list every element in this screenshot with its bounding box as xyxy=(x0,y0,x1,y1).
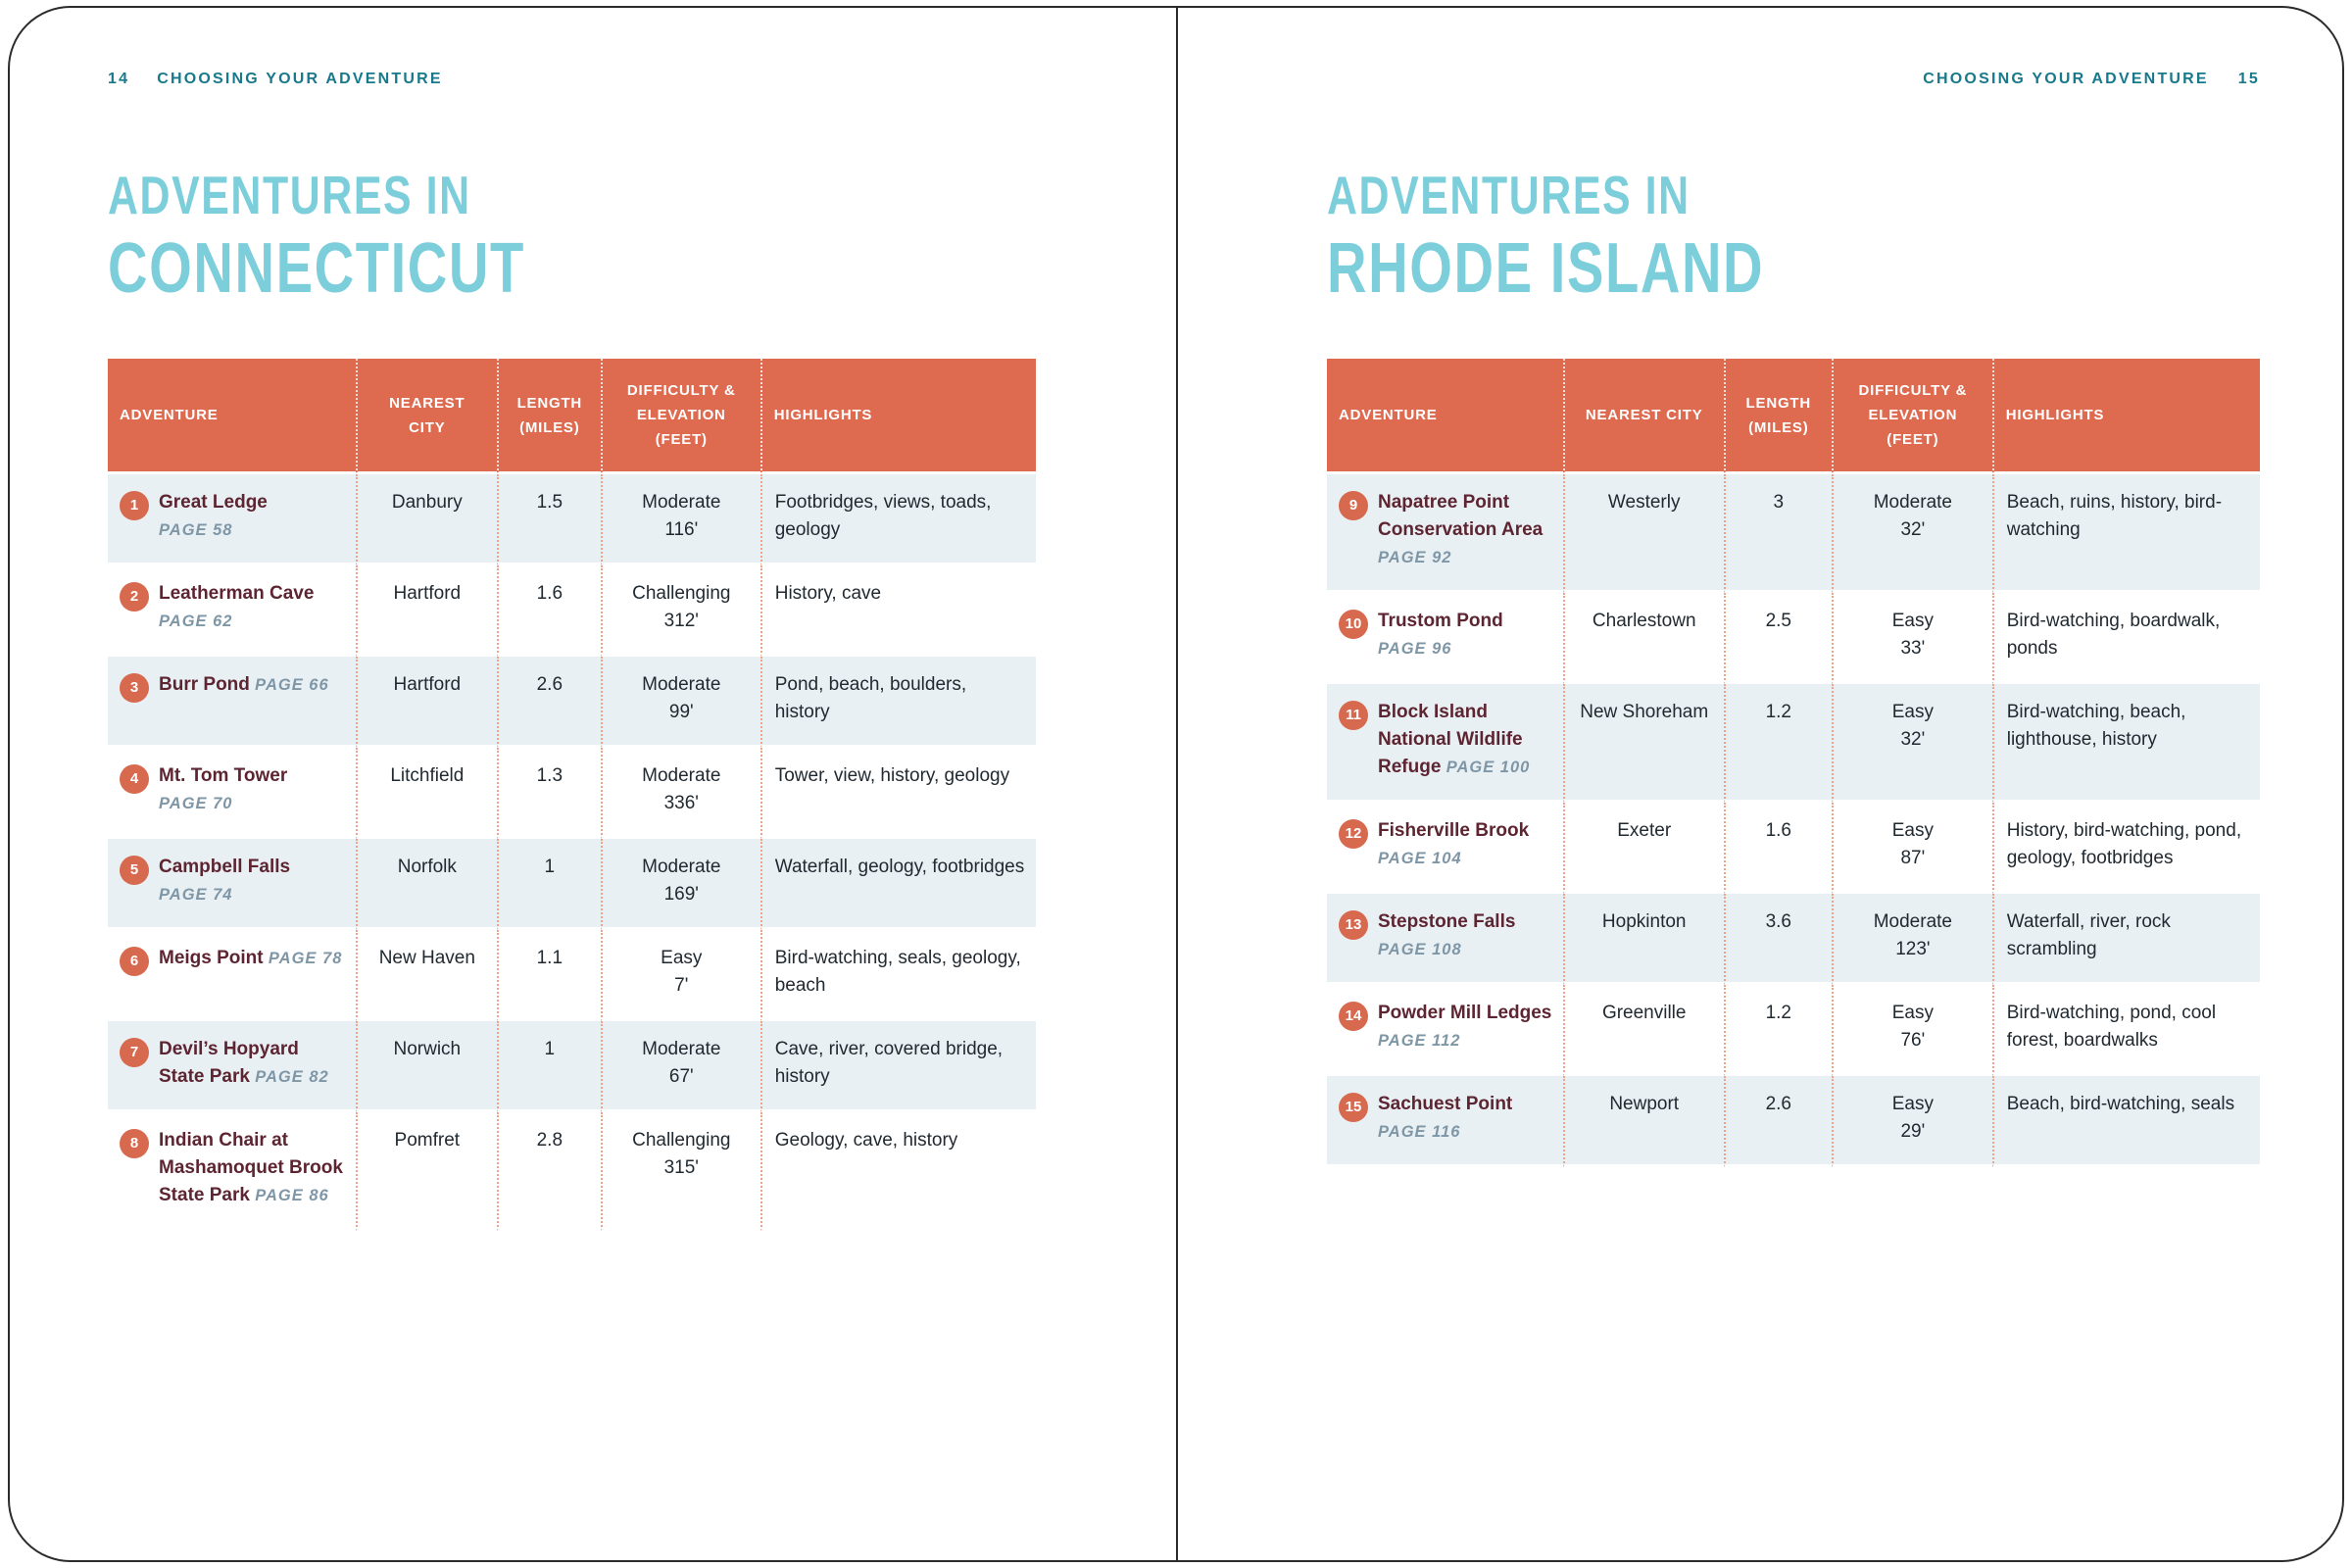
adventure-name-wrap xyxy=(159,489,346,544)
nearest-city-cell: Norwich xyxy=(356,1021,497,1112)
adventure-cell xyxy=(1327,1076,1563,1167)
page-reference: PAGE 116 xyxy=(1378,1123,1461,1141)
difficulty-elevation-cell xyxy=(601,1112,760,1231)
adventure-name: Devil’s Hopyard State Park xyxy=(159,1039,299,1087)
column-header-label: HIGHLIGHTS xyxy=(2005,407,2105,423)
column-header-adventure xyxy=(108,359,356,474)
elevation-value: 169' xyxy=(663,884,699,905)
adventure-name-wrap xyxy=(159,762,346,817)
nearest-city-cell: Greenville xyxy=(1563,985,1724,1076)
length-cell: 2.8 xyxy=(497,1112,601,1231)
adventure-cell-content xyxy=(120,671,346,703)
difficulty-elevation-cell xyxy=(601,748,760,839)
adventure-name: Napatree Point Conservation Area xyxy=(1378,492,1544,540)
adventure-cell-content xyxy=(120,489,346,544)
adventure-cell-content xyxy=(1339,908,1553,963)
difficulty-elevation-cell xyxy=(1832,1076,1992,1167)
difficulty-value: Easy xyxy=(661,948,703,968)
nearest-city-cell: Hartford xyxy=(356,565,497,657)
book-spread xyxy=(8,6,2344,1562)
length-cell: 1.5 xyxy=(497,474,601,565)
adventure-cell-content xyxy=(1339,608,1553,662)
adventure-name-wrap xyxy=(159,945,342,976)
difficulty-value: Easy xyxy=(1891,820,1934,841)
difficulty-elevation-cell xyxy=(1832,474,1992,593)
adventure-number-badge: 14 xyxy=(1339,1002,1368,1031)
table-row xyxy=(1327,474,2260,593)
elevation-value: 7' xyxy=(674,975,689,996)
adventure-name-wrap xyxy=(1378,1000,1553,1054)
length-cell: 1.3 xyxy=(497,748,601,839)
adventure-cell xyxy=(108,839,356,930)
adventure-name: Trustom Pond xyxy=(1378,611,1503,631)
highlights-cell: Footbridges, views, toads, geology xyxy=(760,474,1036,565)
difficulty-elevation-cell xyxy=(601,474,760,565)
adventure-number-badge: 9 xyxy=(1339,491,1368,520)
table-row xyxy=(108,930,1036,1021)
page-title-line2: RHODE ISLAND xyxy=(1327,229,1765,308)
adventure-cell-content xyxy=(120,854,346,908)
page-reference: PAGE 62 xyxy=(159,612,233,630)
adventure-cell-content xyxy=(120,1127,346,1209)
column-header-label: ADVENTURE xyxy=(120,407,219,423)
adventure-number-badge: 4 xyxy=(120,764,149,794)
highlights-cell: Waterfall, river, rock scrambling xyxy=(1992,894,2260,985)
elevation-value: 87' xyxy=(1900,848,1926,868)
adventure-cell-content xyxy=(1339,1091,1553,1146)
adventure-name: Stepstone Falls xyxy=(1378,911,1516,932)
adventure-cell xyxy=(1327,894,1563,985)
length-cell: 1 xyxy=(497,1021,601,1112)
difficulty-value: Moderate xyxy=(1873,492,1952,513)
table-header-row xyxy=(1327,359,2260,474)
page-left xyxy=(10,8,1178,1560)
table-header xyxy=(1327,359,2260,474)
table-row xyxy=(1327,894,2260,985)
column-header-label: LENGTH (MILES) xyxy=(1745,394,1812,436)
elevation-value: 33' xyxy=(1900,638,1926,659)
page-reference: PAGE 96 xyxy=(1378,640,1452,658)
nearest-city-cell: New Shoreham xyxy=(1563,684,1724,803)
page-reference: PAGE 82 xyxy=(255,1068,329,1086)
elevation-value: 29' xyxy=(1900,1121,1926,1142)
difficulty-value: Moderate xyxy=(642,765,721,786)
page-reference: PAGE 92 xyxy=(1378,549,1452,566)
adventure-name-wrap xyxy=(159,854,346,908)
elevation-value: 76' xyxy=(1900,1030,1926,1051)
highlights-cell: Pond, beach, boulders, history xyxy=(760,657,1036,748)
page-title xyxy=(108,165,832,308)
table-header-row xyxy=(108,359,1036,474)
adventure-name: Mt. Tom Tower xyxy=(159,765,288,786)
page-reference: PAGE 104 xyxy=(1378,850,1462,867)
column-header-city xyxy=(1563,359,1724,474)
adventure-cell-content xyxy=(1339,1000,1553,1054)
adventure-number-badge: 6 xyxy=(120,947,149,976)
table-header xyxy=(108,359,1036,474)
difficulty-elevation-cell xyxy=(601,930,760,1021)
adventure-name-wrap xyxy=(1378,817,1553,872)
page-reference: PAGE 86 xyxy=(255,1187,329,1204)
adventure-cell xyxy=(1327,803,1563,894)
elevation-value: 99' xyxy=(668,702,694,722)
difficulty-value: Easy xyxy=(1891,611,1934,631)
highlights-cell: Beach, bird-watching, seals xyxy=(1992,1076,2260,1167)
difficulty-value: Moderate xyxy=(642,674,721,695)
column-header-length xyxy=(1724,359,1832,474)
table-row xyxy=(1327,985,2260,1076)
difficulty-elevation-cell xyxy=(601,565,760,657)
length-cell: 1.6 xyxy=(1724,803,1832,894)
page-right xyxy=(1178,8,2344,1560)
difficulty-elevation-cell xyxy=(1832,803,1992,894)
highlights-cell: Bird-watching, beach, lighthouse, history xyxy=(1992,684,2260,803)
adventure-name-wrap xyxy=(1378,1091,1553,1146)
nearest-city-cell: Exeter xyxy=(1563,803,1724,894)
nearest-city-cell: New Haven xyxy=(356,930,497,1021)
table-row xyxy=(1327,684,2260,803)
table-body xyxy=(108,474,1036,1231)
column-header-city xyxy=(356,359,497,474)
length-cell: 1 xyxy=(497,839,601,930)
adventure-cell-content xyxy=(1339,489,1553,571)
adventure-name: Fisherville Brook xyxy=(1378,820,1530,841)
adventure-name: Block Island National Wildlife Refuge xyxy=(1378,702,1523,777)
page-reference: PAGE 112 xyxy=(1378,1032,1461,1050)
difficulty-elevation-cell xyxy=(1832,894,1992,985)
adventure-number-badge: 11 xyxy=(1339,701,1368,730)
adventure-cell-content xyxy=(120,580,346,635)
difficulty-value: Moderate xyxy=(642,857,721,877)
highlights-cell: Bird-watching, boardwalk, ponds xyxy=(1992,593,2260,684)
adventure-number-badge: 7 xyxy=(120,1038,149,1067)
adventure-cell-content xyxy=(120,762,346,817)
elevation-value: 312' xyxy=(663,611,699,631)
column-header-label: LENGTH (MILES) xyxy=(516,394,583,436)
column-header-label: HIGHLIGHTS xyxy=(773,407,873,423)
adventure-name-wrap xyxy=(1378,489,1553,571)
elevation-value: 315' xyxy=(663,1157,699,1178)
adventure-cell-content xyxy=(120,945,346,976)
page-title-line1: ADVENTURES IN xyxy=(1327,165,1690,225)
adventure-cell-content xyxy=(1339,699,1553,781)
length-cell: 2.5 xyxy=(1724,593,1832,684)
adventure-cell-content xyxy=(1339,817,1553,872)
column-header-label: NEAREST CITY xyxy=(389,394,466,436)
elevation-value: 32' xyxy=(1900,729,1926,750)
column-header-adventure xyxy=(1327,359,1563,474)
table-row xyxy=(108,839,1036,930)
highlights-cell: Waterfall, geology, footbridges xyxy=(760,839,1036,930)
adventure-number-badge: 5 xyxy=(120,856,149,885)
table-row xyxy=(1327,1076,2260,1167)
nearest-city-cell: Pomfret xyxy=(356,1112,497,1231)
adventure-number-badge: 1 xyxy=(120,491,149,520)
nearest-city-cell: Charlestown xyxy=(1563,593,1724,684)
table-row xyxy=(1327,593,2260,684)
difficulty-elevation-cell xyxy=(601,657,760,748)
table-row xyxy=(108,748,1036,839)
difficulty-value: Challenging xyxy=(632,1130,731,1151)
page-spine-divider xyxy=(1176,8,1178,1560)
table-row xyxy=(1327,803,2260,894)
length-cell: 1.2 xyxy=(1724,684,1832,803)
difficulty-value: Moderate xyxy=(642,492,721,513)
length-cell: 1.2 xyxy=(1724,985,1832,1076)
adventure-cell xyxy=(1327,985,1563,1076)
adventure-cell xyxy=(108,657,356,748)
column-header-difficulty xyxy=(1832,359,1992,474)
length-cell: 2.6 xyxy=(497,657,601,748)
difficulty-elevation-cell xyxy=(601,1021,760,1112)
adventure-number-badge: 3 xyxy=(120,673,149,703)
running-head-text: CHOOSING YOUR ADVENTURE xyxy=(157,71,443,87)
adventure-name-wrap xyxy=(159,671,329,703)
highlights-cell: History, cave xyxy=(760,565,1036,657)
adventure-cell xyxy=(108,474,356,565)
adventure-name: Burr Pond xyxy=(159,674,250,695)
difficulty-value: Easy xyxy=(1891,1094,1934,1114)
adventure-name-wrap xyxy=(1378,699,1553,781)
elevation-value: 116' xyxy=(664,519,699,540)
adventure-number-badge: 13 xyxy=(1339,910,1368,940)
highlights-cell: Geology, cave, history xyxy=(760,1112,1036,1231)
table-row xyxy=(108,565,1036,657)
difficulty-elevation-cell xyxy=(1832,593,1992,684)
nearest-city-cell: Westerly xyxy=(1563,474,1724,593)
column-header-label: DIFFICULTY & ELEVATION (FEET) xyxy=(1858,382,1968,448)
adventure-number-badge: 10 xyxy=(1339,610,1368,639)
length-cell: 1.6 xyxy=(497,565,601,657)
page-reference: PAGE 108 xyxy=(1378,941,1462,958)
adventure-name-wrap xyxy=(159,580,346,635)
page-reference: PAGE 78 xyxy=(268,950,343,967)
nearest-city-cell: Newport xyxy=(1563,1076,1724,1167)
nearest-city-cell: Danbury xyxy=(356,474,497,565)
nearest-city-cell: Norfolk xyxy=(356,839,497,930)
adventure-cell xyxy=(108,1112,356,1231)
highlights-cell: Tower, view, history, geology xyxy=(760,748,1036,839)
nearest-city-cell: Litchfield xyxy=(356,748,497,839)
column-header-length xyxy=(497,359,601,474)
highlights-cell: Bird-watching, seals, geology, beach xyxy=(760,930,1036,1021)
page-number: 15 xyxy=(2237,71,2260,87)
length-cell: 1.1 xyxy=(497,930,601,1021)
nearest-city-cell: Hopkinton xyxy=(1563,894,1724,985)
page-number: 14 xyxy=(108,71,130,87)
page-reference: PAGE 74 xyxy=(159,886,233,904)
difficulty-value: Challenging xyxy=(632,583,731,604)
adventure-name-wrap xyxy=(159,1127,346,1209)
page-reference: PAGE 66 xyxy=(255,676,329,694)
nearest-city-cell: Hartford xyxy=(356,657,497,748)
adventure-name: Great Ledge xyxy=(159,492,268,513)
elevation-value: 336' xyxy=(663,793,699,813)
elevation-value: 67' xyxy=(668,1066,694,1087)
adventure-name-wrap xyxy=(1378,908,1553,963)
running-head-text: CHOOSING YOUR ADVENTURE xyxy=(1923,71,2209,87)
running-head-right xyxy=(1327,71,2260,88)
highlights-cell: Beach, ruins, history, bird-watching xyxy=(1992,474,2260,593)
adventure-name: Leatherman Cave xyxy=(159,583,315,604)
rhode-island-adventures-table xyxy=(1327,359,2260,1167)
difficulty-value: Easy xyxy=(1891,702,1934,722)
highlights-cell: History, bird-watching, pond, geology, footbridges xyxy=(1992,803,2260,894)
column-header-label: ADVENTURE xyxy=(1339,407,1438,423)
page-title-line2: CONNECTICUT xyxy=(108,229,525,308)
difficulty-value: Moderate xyxy=(1873,911,1952,932)
highlights-cell: Bird-watching, pond, cool forest, boardwalks xyxy=(1992,985,2260,1076)
adventure-name-wrap xyxy=(1378,608,1553,662)
length-cell: 2.6 xyxy=(1724,1076,1832,1167)
difficulty-elevation-cell xyxy=(1832,684,1992,803)
table-row xyxy=(108,1112,1036,1231)
page-reference: PAGE 100 xyxy=(1446,759,1531,776)
column-header-difficulty xyxy=(601,359,760,474)
column-header-label: NEAREST CITY xyxy=(1585,407,1703,423)
difficulty-value: Easy xyxy=(1891,1003,1934,1023)
adventure-cell xyxy=(1327,593,1563,684)
elevation-value: 32' xyxy=(1900,519,1926,540)
adventure-name: Indian Chair at Mashamoquet Brook State Park xyxy=(159,1130,343,1205)
adventure-cell xyxy=(108,1021,356,1112)
adventure-number-badge: 15 xyxy=(1339,1093,1368,1122)
adventure-cell xyxy=(1327,684,1563,803)
length-cell: 3.6 xyxy=(1724,894,1832,985)
adventure-name: Campbell Falls xyxy=(159,857,291,877)
adventure-number-badge: 12 xyxy=(1339,819,1368,849)
page-title-line1: ADVENTURES IN xyxy=(108,165,471,225)
page-title xyxy=(1327,165,2055,308)
running-head-left xyxy=(108,71,1036,88)
table-row xyxy=(108,657,1036,748)
connecticut-adventures-table xyxy=(108,359,1036,1231)
adventure-cell xyxy=(108,565,356,657)
page-reference: PAGE 58 xyxy=(159,521,233,539)
highlights-cell: Cave, river, covered bridge, history xyxy=(760,1021,1036,1112)
column-header-highlights xyxy=(760,359,1036,474)
table-row xyxy=(108,474,1036,565)
adventure-cell xyxy=(108,930,356,1021)
difficulty-elevation-cell xyxy=(1832,985,1992,1076)
table-row xyxy=(108,1021,1036,1112)
elevation-value: 123' xyxy=(1895,939,1931,959)
difficulty-value: Moderate xyxy=(642,1039,721,1059)
adventure-number-badge: 2 xyxy=(120,582,149,612)
adventure-cell xyxy=(1327,474,1563,593)
adventure-name: Meigs Point xyxy=(159,948,264,968)
adventure-name: Sachuest Point xyxy=(1378,1094,1513,1114)
page-reference: PAGE 70 xyxy=(159,795,233,812)
adventure-cell-content xyxy=(120,1036,346,1091)
column-header-highlights xyxy=(1992,359,2260,474)
adventure-cell xyxy=(108,748,356,839)
adventure-number-badge: 8 xyxy=(120,1129,149,1158)
table-body xyxy=(1327,474,2260,1167)
column-header-label: DIFFICULTY & ELEVATION (FEET) xyxy=(626,382,736,448)
difficulty-elevation-cell xyxy=(601,839,760,930)
adventure-name: Powder Mill Ledges xyxy=(1378,1003,1552,1023)
adventure-name-wrap xyxy=(159,1036,346,1091)
length-cell: 3 xyxy=(1724,474,1832,593)
